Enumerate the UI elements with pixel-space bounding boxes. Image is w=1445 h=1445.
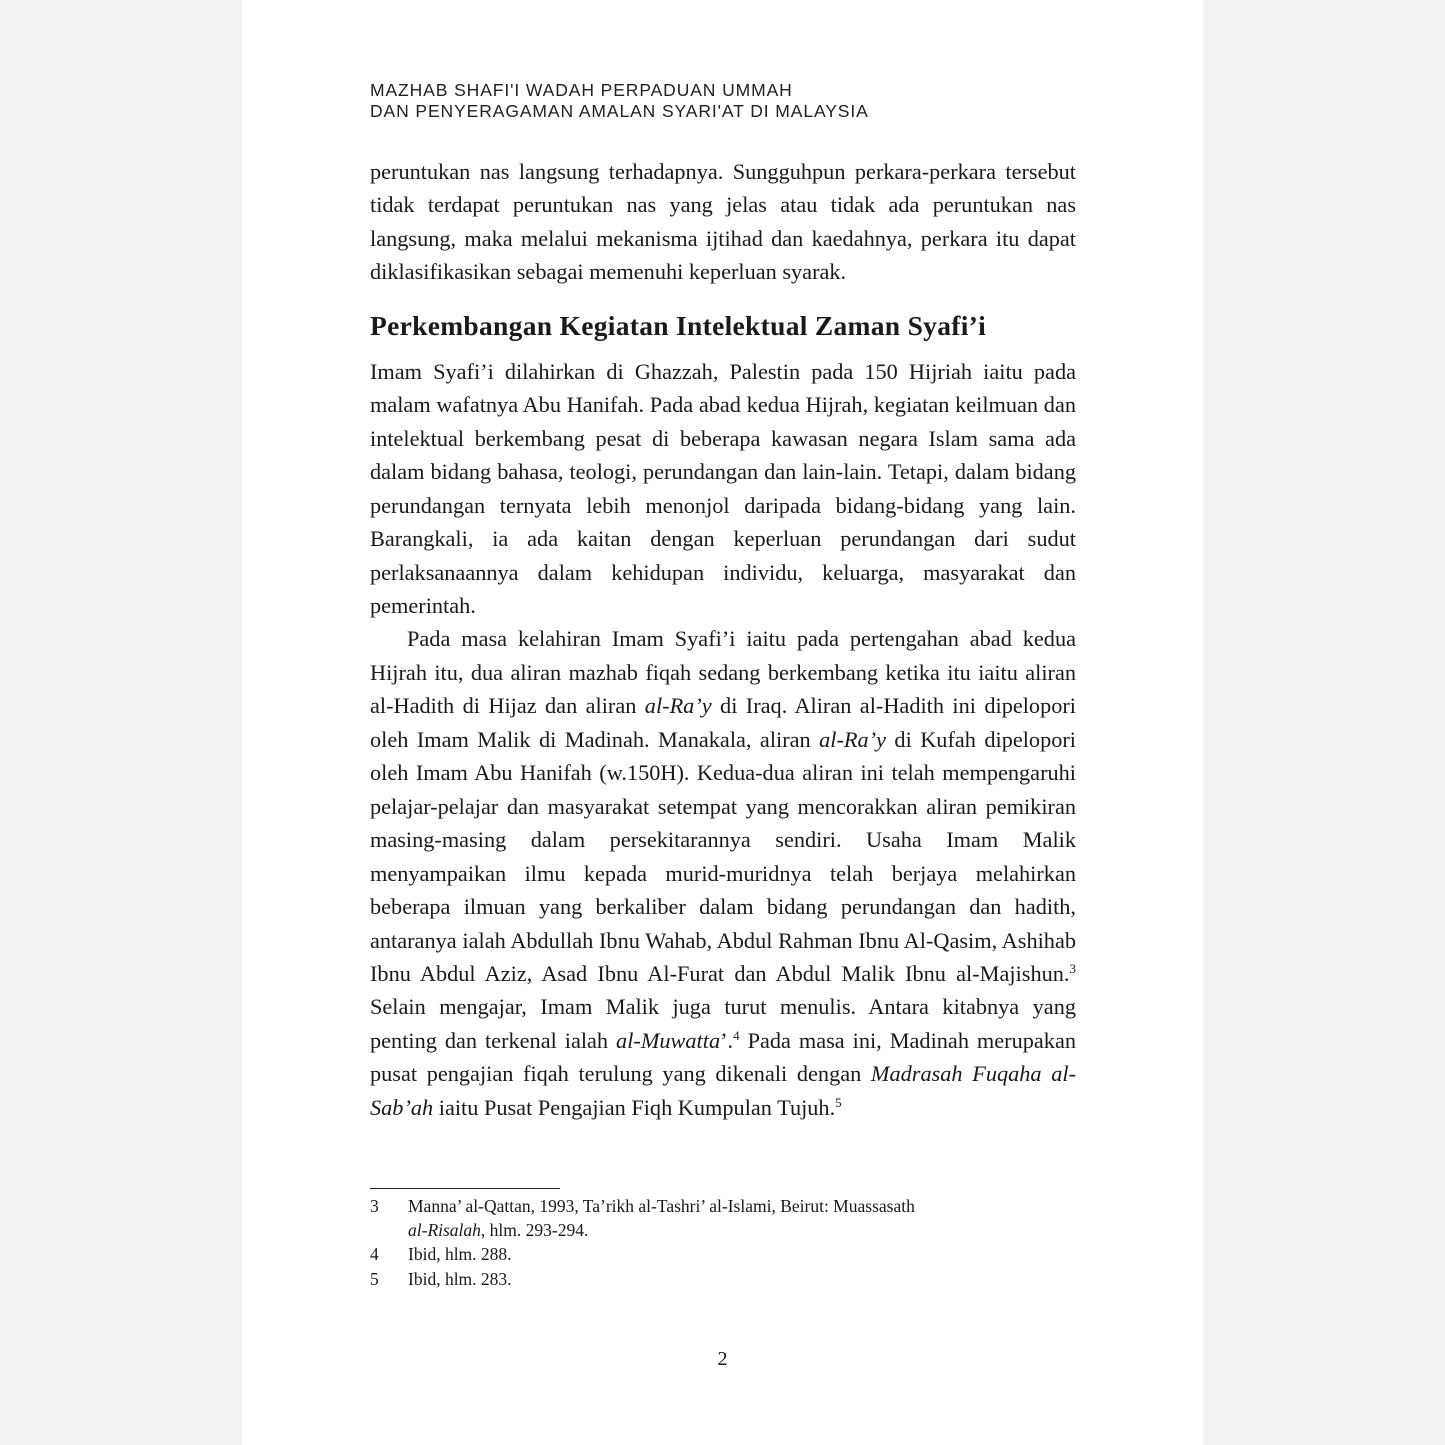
footnote-reference-5[interactable]: 5: [835, 1094, 842, 1110]
italic-term: Madrasah Fuqaha al-Sab’ah: [370, 1061, 1076, 1120]
page-number: 2: [717, 1348, 728, 1370]
book-page: [242, 0, 1203, 1445]
paragraph-2-text: di Kufah dipelopori oleh Imam Abu Hanifah (w.150H). Kedua-dua aliran ini telah mempengaruhi pelajar-pelajar dan masyarakat setempat yang mencorakkan aliran pemikiran masing-masing dalam persekitarannya sendiri. Usaha Imam Malik menyampaikan ilmu kepada murid-muridnya telah berjaya melahirkan beberapa ilmuan yang berkaliber dalam bidang perundangan dan hadith, antaranya ialah Abdullah Ibnu Wahab, Abdul Rahman Ibnu Al-Qasim, Ashihab Ibnu Abdul Aziz, Asad Ibnu Al-Furat dan Abdul Malik Ibnu al-Majishun.: [370, 726, 1077, 986]
paragraph-2: [370, 622, 1076, 1124]
running-head-line-2: DAN PENYERAGAMAN AMALAN SYARI'AT DI MALAYSIA: [370, 101, 869, 121]
footnote-5: [370, 1267, 1076, 1291]
italic-term: al-Ra’y: [644, 693, 712, 719]
footnote-reference-4[interactable]: 4: [733, 1027, 740, 1043]
paragraph-2-text: Pada masa ini, Madinah merupakan pusat pengajian fiqah terulung yang dikenali dengan: [370, 1027, 1076, 1087]
intro-paragraph: peruntukan nas langsung terhadapnya. Sungguhpun perkara-perkara tersebut tidak terdapat peruntukan nas yang jelas atau tidak ada peruntukan nas langsung, maka melalui mekanisma ijtihad dan kaedahnya, perkara itu dapat diklasifikasikan sebagai memenuhi keperluan syarak.: [370, 159, 1076, 285]
footnote-text: [408, 1194, 1076, 1242]
footnote-text: Ibid, hlm. 283.: [408, 1268, 512, 1289]
section-heading: Perkembangan Kegiatan Intelektual Zaman Syafi’i: [370, 309, 987, 341]
paragraph-2-text: Pada masa kelahiran Imam Syafi’i iaitu pada pertengahan abad kedua Hijrah itu, dua aliran mazhab fiqah sedang berkembang ketika itu iaitu aliran al-Hadith di Hijaz dan aliran: [370, 626, 1076, 719]
paragraph-2-text: di Iraq. Aliran al-Hadith ini dipelopori oleh Imam Malik di Madinah. Manakala, aliran: [370, 693, 1076, 752]
footnotes: [370, 1194, 1076, 1291]
footnote-italic-title: al-Risalah: [408, 1220, 481, 1241]
paragraph-2-text: Selain mengajar, Imam Malik juga turut menulis. Antara kitabnya yang penting dan terkenal ialah: [370, 994, 1076, 1053]
footnote-number: 3: [370, 1196, 379, 1216]
footnote-number: 5: [370, 1268, 379, 1289]
footnote-reference-3[interactable]: 3: [1069, 960, 1076, 976]
footnote-4: [370, 1242, 1076, 1266]
italic-term: al-Muwatta: [616, 1027, 721, 1053]
paragraph-2-text: iaitu Pusat Pengajian Fiqh Kumpulan Tujuh.: [433, 1094, 836, 1120]
footnote-citation: Manna’ al-Qattan, 1993, Ta’rikh al-Tashri’ al-Islami, Beirut: Muassasath: [408, 1196, 915, 1216]
running-head: [370, 80, 1090, 122]
italic-term: al-Ra’y: [819, 726, 886, 752]
footnote-divider: [370, 1188, 560, 1189]
footnote-pages: , hlm. 293-294.: [480, 1220, 589, 1241]
footnote-3: [370, 1194, 1076, 1242]
body-text: [370, 155, 1076, 1124]
paragraph-1: Imam Syafi’i dilahirkan di Ghazzah, Palestin pada 150 Hijriah iaitu pada malam wafatnya Abu Hanifah. Pada abad kedua Hijrah, kegiatan keilmuan dan intelektual berkembang pesat di beberapa kawasan negara Islam sama ada dalam bidang bahasa, teologi, perundangan dan lain-lain. Tetapi, dalam bidang perundangan ternyata lebih menonjol daripada bidang-bidang yang lain. Barangkali, ia ada kaitan dengan keperluan perundangan dari sudut perlaksanaannya dalam kehidupan individu, keluarga, masyarakat dan pemerintah.: [370, 358, 1076, 618]
paragraph-2-text: ’.: [720, 1027, 734, 1053]
footnote-number: 4: [370, 1244, 379, 1265]
running-head-line-1: MAZHAB SHAFI'I WADAH PERPADUAN UMMAH: [370, 80, 793, 100]
footnote-text: Ibid, hlm. 288.: [408, 1244, 512, 1265]
